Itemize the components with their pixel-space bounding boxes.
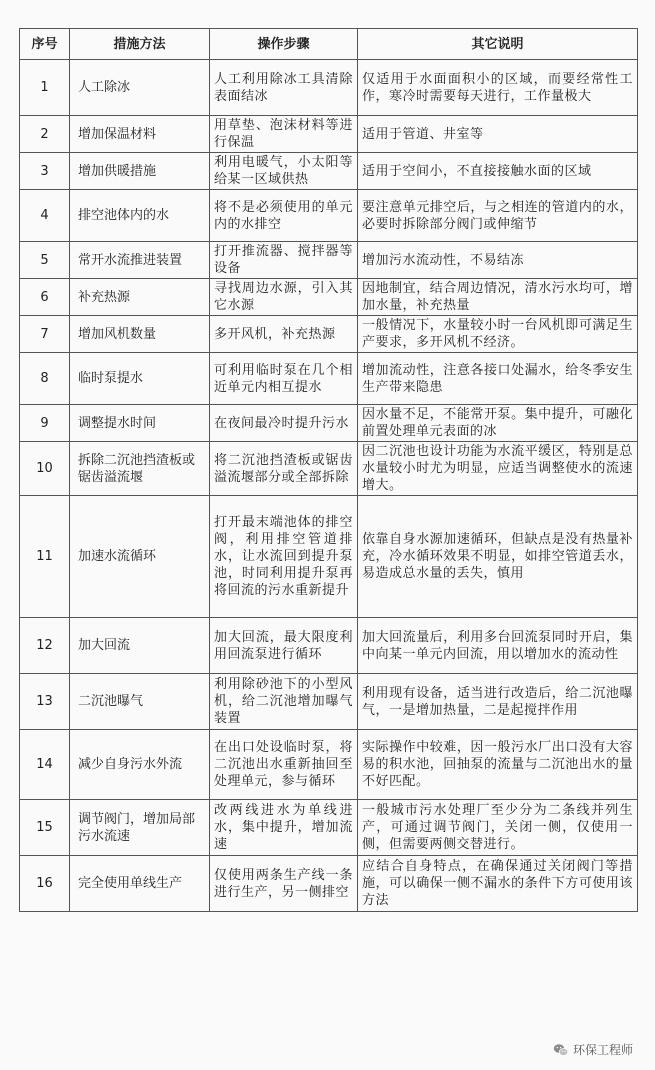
table-header-row <box>20 29 638 60</box>
row-notes: 增加流动性，注意各接口处漏水，给冬季安生生产带来隐患 <box>358 353 638 405</box>
row-number: 4 <box>20 190 70 242</box>
table-row <box>20 496 638 618</box>
row-steps: 将不是必须使用的单元内的水排空 <box>210 190 358 242</box>
row-number: 3 <box>20 153 70 190</box>
table-row <box>20 279 638 316</box>
watermark-text: 环保工程师 <box>572 1043 633 1057</box>
row-notes: 依靠自身水源加速循环，但缺点是没有热量补充，冷水循环效果不明显，如排空管道丢水，易造成总水量的丢失，慎用 <box>358 496 638 618</box>
row-method: 增加供暖措施 <box>70 153 210 190</box>
row-steps: 可利用临时泵在几个相近单元内相互提水 <box>210 353 358 405</box>
wechat-icon <box>553 1042 569 1058</box>
row-number: 9 <box>20 405 70 442</box>
row-method: 临时泵提水 <box>70 353 210 405</box>
row-number: 2 <box>20 116 70 153</box>
row-notes: 增加污水流动性，不易结冻 <box>358 242 638 279</box>
row-number: 5 <box>20 242 70 279</box>
table-row <box>20 353 638 405</box>
row-steps: 用草垫、泡沫材料等进行保温 <box>210 116 358 153</box>
row-notes: 利用现有设备，适当进行改造后，给二沉池曝气，一是增加热量，二是起搅拌作用 <box>358 674 638 730</box>
table-row <box>20 60 638 116</box>
row-number: 13 <box>20 674 70 730</box>
header-steps: 操作步骤 <box>210 29 358 60</box>
row-notes: 仅适用于水面面积小的区域，而要经常性工作，寒冷时需要每天进行，工作量极大 <box>358 60 638 116</box>
row-steps: 改两线进水为单线进水，集中提升，增加流速 <box>210 800 358 856</box>
table-row <box>20 116 638 153</box>
row-method: 完全使用单线生产 <box>70 856 210 912</box>
row-steps: 寻找周边水源，引入其它水源 <box>210 279 358 316</box>
row-method: 减少自身污水外流 <box>70 730 210 800</box>
row-notes: 一般情况下，水量较小时一台风机即可满足生产要求，多开风机不经济。 <box>358 316 638 353</box>
row-method: 拆除二沉池挡渣板或锯齿溢流堰 <box>70 442 210 496</box>
row-notes: 因二沉池也设计功能为水流平缓区，特别是总水量较小时尤为明显，应适当调整使水的流速增大。 <box>358 442 638 496</box>
row-number: 14 <box>20 730 70 800</box>
row-method: 二沉池曝气 <box>70 674 210 730</box>
row-method: 人工除冰 <box>70 60 210 116</box>
table-row <box>20 800 638 856</box>
row-number: 7 <box>20 316 70 353</box>
row-notes: 适用于管道、井室等 <box>358 116 638 153</box>
row-method: 加大回流 <box>70 618 210 674</box>
row-method: 调整提水时间 <box>70 405 210 442</box>
row-steps: 利用除砂池下的小型风机，给二沉池增加曝气装置 <box>210 674 358 730</box>
row-steps: 打开推流器、搅拌器等设备 <box>210 242 358 279</box>
table-row <box>20 190 638 242</box>
table-row <box>20 730 638 800</box>
table-body <box>20 60 638 912</box>
table-row <box>20 674 638 730</box>
row-method: 增加保温材料 <box>70 116 210 153</box>
row-notes: 因水量不足，不能常开泵。集中提升，可融化前置处理单元表面的冰 <box>358 405 638 442</box>
row-steps: 多开风机，补充热源 <box>210 316 358 353</box>
row-method: 增加风机数量 <box>70 316 210 353</box>
measures-table <box>19 28 638 912</box>
row-number: 10 <box>20 442 70 496</box>
row-number: 12 <box>20 618 70 674</box>
table-row <box>20 856 638 912</box>
row-notes: 加大回流量后，利用多台回流泵同时开启，集中向某一单元内回流，用以增加水的流动性 <box>358 618 638 674</box>
row-steps: 加大回流，最大限度利用回流泵进行循环 <box>210 618 358 674</box>
row-notes: 因地制宜，结合周边情况，清水污水均可，增加水量，补充热量 <box>358 279 638 316</box>
row-steps: 将二沉池挡渣板或锯齿溢流堰部分或全部拆除 <box>210 442 358 496</box>
table-row <box>20 242 638 279</box>
row-steps: 在出口处设临时泵，将二沉池出水重新抽回至处理单元，参与循环 <box>210 730 358 800</box>
row-method: 补充热源 <box>70 279 210 316</box>
row-method: 调节阀门，增加局部污水流速 <box>70 800 210 856</box>
row-method: 加速水流循环 <box>70 496 210 618</box>
row-steps: 利用电暖气，小太阳等给某一区域供热 <box>210 153 358 190</box>
table-row <box>20 618 638 674</box>
table-row <box>20 153 638 190</box>
watermark <box>553 1041 633 1058</box>
row-number: 8 <box>20 353 70 405</box>
row-notes: 一般城市污水处理厂至少分为二条线并列生产，可通过调节阀门，关闭一侧，仅使用一侧，但需要两侧交替进行。 <box>358 800 638 856</box>
row-number: 11 <box>20 496 70 618</box>
table-row <box>20 442 638 496</box>
row-notes: 实际操作中较难，因一般污水厂出口没有大容易的积水池，回抽泵的流量与二沉池出水的量不好匹配。 <box>358 730 638 800</box>
header-notes: 其它说明 <box>358 29 638 60</box>
header-method: 措施方法 <box>70 29 210 60</box>
row-method: 常开水流推进装置 <box>70 242 210 279</box>
row-number: 16 <box>20 856 70 912</box>
row-notes: 要注意单元排空后，与之相连的管道内的水，必要时拆除部分阀门或伸缩节 <box>358 190 638 242</box>
row-steps: 在夜间最冷时提升污水 <box>210 405 358 442</box>
table-row <box>20 405 638 442</box>
row-method: 排空池体内的水 <box>70 190 210 242</box>
header-number: 序号 <box>20 29 70 60</box>
row-notes: 应结合自身特点，在确保通过关闭阀门等措施，可以确保一侧不漏水的条件下方可使用该方法 <box>358 856 638 912</box>
row-steps: 仅使用两条生产线一条进行生产，另一侧排空 <box>210 856 358 912</box>
row-number: 15 <box>20 800 70 856</box>
row-number: 1 <box>20 60 70 116</box>
row-number: 6 <box>20 279 70 316</box>
row-steps: 人工利用除冰工具清除表面结冰 <box>210 60 358 116</box>
row-steps: 打开最末端池体的排空阀，利用排空管道排水，让水流回到提升泵池，时同利用提升泵再将回流的污水重新提升 <box>210 496 358 618</box>
row-notes: 适用于空间小，不直接接触水面的区域 <box>358 153 638 190</box>
table-row <box>20 316 638 353</box>
